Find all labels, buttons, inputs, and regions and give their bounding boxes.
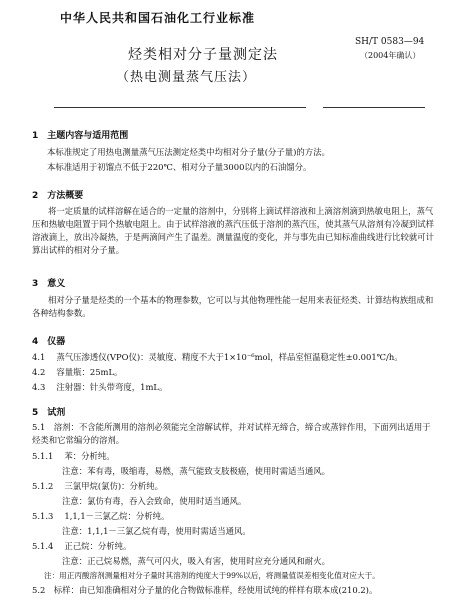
item-text: 1,1,1－三氯乙烷：分析纯。 [64, 511, 170, 521]
item-number: 5.1.3 [32, 511, 54, 521]
section-3-heading: 3 意义 [32, 279, 66, 289]
item-text: 注射器：针头带弯度，1mL。 [56, 382, 168, 392]
standard-number: SH/T 0583—94 [355, 37, 425, 47]
document-title: 烃类相对分子量测定法 [128, 47, 278, 63]
document-subtitle: （热电测量蒸气压法） [116, 70, 257, 85]
section-4-item-2 [32, 366, 122, 379]
item-number: 5.1.1 [32, 451, 54, 461]
section-5-warning-1: 注意：苯有毒，吸缩毒，易燃，蒸气能致支肢极癌，使用时需适当通风。 [62, 466, 330, 476]
section-1-heading: 1 主题内容与适用范围 [32, 131, 129, 141]
section-3-paragraph: 相对分子量是烃类的一个基本的物理参数，它可以与其他物理性能一起用来表征烃类、计算结构族组成和各种结构参数。 [32, 295, 434, 318]
section-5-item-4 [32, 540, 131, 553]
title-divider [54, 107, 306, 108]
section-5-note: 注：用正丙酸溶剂测量相对分子量时其溶剂的纯度大于99%以后，将测量值误差相变化值对应大于。 [44, 571, 380, 580]
item-text: 容量瓶：25mL。 [56, 367, 123, 377]
section-1-paragraph-2: 本标准适用于初馏点不低于220℃、相对分子量3000以内的石油馏分。 [47, 162, 312, 172]
section-5-warning-2: 注意：氯仿有毒，吞入会致命，使用时适当通风。 [62, 496, 247, 506]
section-5-heading: 5 试剂 [32, 408, 66, 418]
item-number: 5.1.2 [32, 481, 54, 491]
section-4-item-1 [32, 351, 403, 364]
standard-header: 中华人民共和国石油化工行业标准 [60, 11, 256, 25]
section-5-item-3 [32, 510, 169, 523]
item-text: 三氯甲烷(氯仿)：分析纯。 [64, 481, 164, 491]
item-number: 4.3 [32, 382, 46, 392]
item-text: 苯：分析纯。 [64, 451, 115, 461]
title-divider-right [323, 107, 425, 108]
section-5-item-1 [32, 450, 115, 463]
section-2-heading: 2 方法概要 [32, 191, 84, 201]
section-2-paragraph: 将一定质量的试样溶解在适合的一定量的溶剂中，分别将上滴试样溶液和上滴溶剂滴到热敏电阻上，蒸气压和热敏电阻置于同个热敏电阻上。由于试样溶液的蒸汽压低于溶剂的蒸汽压，使其蒸气从溶剂有冷凝到试样溶液滴上，放出冷凝热，于是两滴间产生了温差。测量温度的变化，并与事先由已知标准曲线进行比较就可计算出试样的相对分子量。 [32, 206, 434, 255]
item-number: 4.2 [32, 367, 46, 377]
item-text: 蒸气压渗透仪(VPO仪)：灵敏度、精度不大于1×10⁻⁶mol，样品室恒温稳定性±0.001℃/h。 [56, 352, 403, 362]
section-5-warning-4: 注意：正己烷易燃，蒸气可闪火，吸入有害，使用时应充分通风和耐火。 [62, 556, 330, 566]
standard-confirm-year: （2004年确认） [360, 51, 421, 60]
section-5-warning-3: 注意：1,1,1－三氯乙烷有毒，使用时需适当通风。 [62, 526, 251, 536]
item-number: 4.1 [32, 352, 46, 362]
section-5-paragraph-1: 5.1 溶剂：不含能所测用的溶剂必须能完全溶解试样，并对试样无缔合，缔合或蒸锌作用，下面列出适用于烃类和它常编分的溶剂。 [32, 422, 431, 445]
item-text: 正己烷：分析纯。 [64, 541, 132, 551]
item-number: 5.1.4 [32, 541, 54, 551]
section-1-paragraph-1: 本标准规定了用热电测量蒸气压法测定烃类中均相对分子量(分子量)的方法。 [47, 147, 330, 157]
section-5-paragraph-2: 5.2 标样：由已知准确相对分子量的化合物做标准样，经使用试纯的样样有联本成(210.2)。 [32, 585, 378, 595]
section-4-heading: 4 仪器 [32, 337, 66, 347]
section-4-item-3 [32, 381, 167, 394]
section-5-item-2 [32, 480, 163, 493]
